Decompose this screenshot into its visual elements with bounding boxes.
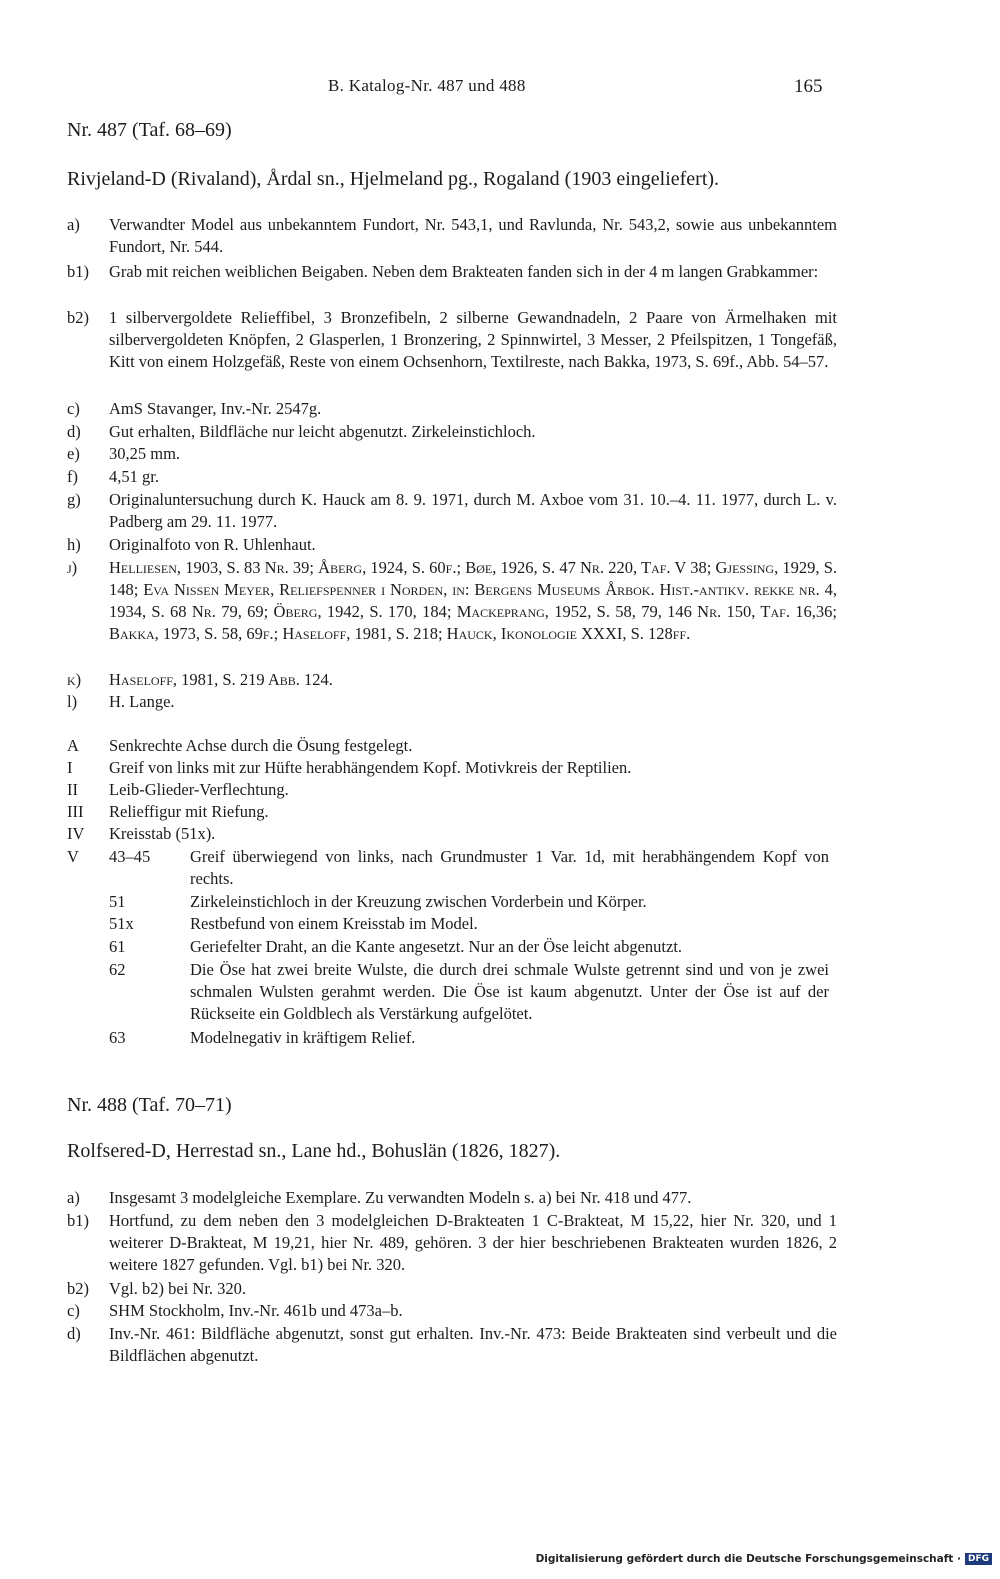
item-label: a) [67,215,80,234]
item-text: Gut erhalten, Bildfläche nur leicht abgenutzt. Zirkeleinstichloch. [109,422,536,441]
analysis-text: Senkrechte Achse durch die Ösung festgelegt. [109,736,413,755]
item-label: b1) [67,262,89,281]
detail-number: 61 [109,937,126,956]
item-text: Inv.-Nr. 461: Bildfläche abgenutzt, sonst gut erhalten. Inv.-Nr. 473: Beide Brakteaten sind verbeult und die Bildflächen abgenutzt. [109,1324,837,1365]
entry-487-item-h [67,534,837,556]
item-label: j) [67,558,78,577]
item-label: b2) [67,1279,89,1298]
detail-number: 43–45 [109,847,151,866]
detail-number: 51 [109,892,126,911]
detail-51x [109,913,829,935]
entry-487-item-a [67,214,837,258]
item-text: SHM Stockholm, Inv.-Nr. 461b und 473a–b. [109,1301,403,1320]
entry-488-item-c [67,1300,837,1322]
detail-text: Geriefelter Draht, an die Kante angesetzt. Nur an der Öse leicht abgenutzt. [190,937,683,956]
detail-63 [109,1027,829,1049]
running-title: B. Katalog-Nr. 487 und 488 [328,76,526,95]
entry-488-item-a [67,1187,837,1209]
item-text: Vgl. b2) bei Nr. 320. [109,1279,247,1298]
analysis-label: V [67,847,79,866]
item-label: a) [67,1188,80,1207]
analysis-label: III [67,802,84,821]
entry-487-item-k [67,669,837,691]
detail-62 [109,959,829,1025]
detail-51 [109,891,829,913]
entry-487-item-e [67,443,837,465]
entry-487-item-b2 [67,307,837,373]
detail-text: Greif überwiegend von links, nach Grundmuster 1 Var. 1d, mit herabhängendem Kopf von rechts. [190,847,829,888]
analysis-A [67,735,837,757]
item-text: Helliesen, 1903, S. 83 Nr. 39; Åberg, 1924, S. 60f.; Bøe, 1926, S. 47 Nr. 220, Taf. V 38; Gjessing, 1929, S. 148; Eva Nissen Meyer, Reliefspenner i Norden, in: Bergens Museums Årbok. Hist.-antikv. rekke nr. 4, 1934, S. 68 Nr. 79, 69; Öberg, 1942, S. 170, 184; Mackeprang, 1952, S. 58, 79, 146 Nr. 150, Taf. 16,36; Bakka, 1973, S. 58, 69f.; Haseloff, 1981, S. 218; Hauck, Ikonologie XXXI, S. 128ff. [109,558,837,643]
detail-61 [109,936,829,958]
item-label: b2) [67,308,89,327]
entry-488-item-b2 [67,1278,837,1300]
item-text: Grab mit reichen weiblichen Beigaben. Neben dem Brakteaten fanden sich in der 4 m langen Grabkammer: [109,262,819,281]
digitization-footer [536,1553,992,1565]
item-text: 30,25 mm. [109,444,181,463]
entry-488-item-d [67,1323,837,1367]
entry-487-item-c [67,398,837,420]
item-text: H. Lange. [109,692,175,711]
analysis-text: Leib-Glieder-Verflechtung. [109,780,289,799]
item-text: 1 silbervergoldete Relieffibel, 3 Bronzefibeln, 2 silberne Gewandnadeln, 2 Paare von Ärmelhaken mit silbervergoldeten Knöpfen, 2 Glasperlen, 1 Bronzering, 2 Spinnwirtel, 3 Messer, 2 Pfeilspitzen, 1 Tongefäß, Kitt von einem Holzgefäß, Reste von einem Ochsenhorn, Textilreste, nach Bakka, 1973, S. 69f., Abb. 54–57. [109,308,837,371]
detail-text: Die Öse hat zwei breite Wulste, die durch drei schmale Wulste getrennt sind und von je zwei schmalen Wulsten gerahmt werden. Die Öse ist kaum abgenutzt. Unter der Öse ist auf der Rückseite ein Goldblech als Verstärkung aufgelötet. [190,960,829,1023]
item-text: Originalfoto von R. Uhlenhaut. [109,535,316,554]
item-label: d) [67,1324,81,1343]
detail-43-45 [109,846,829,890]
item-label: c) [67,399,80,418]
footer-text: Digitalisierung gefördert durch die Deutsche Forschungsgemeinschaft · [535,1553,961,1565]
detail-text: Restbefund von einem Kreisstab im Model. [190,914,478,933]
detail-number: 51x [109,914,134,933]
item-label: k) [67,670,82,689]
item-label: c) [67,1301,80,1320]
item-label: g) [67,490,81,509]
analysis-label: A [67,736,79,755]
analysis-III [67,801,837,823]
analysis-IV [67,823,837,845]
item-text: Hortfund, zu dem neben den 3 modelgleichen D-Brakteaten 1 C-Brakteat, M 15,22, hier Nr. 320, und 1 weiterer D-Brakteat, M 19,21, hier Nr. 489, gehören. 3 der hier beschriebenen Brakteaten wurden 1826, 2 weitere 1827 gefunden. Vgl. b1) bei Nr. 320. [109,1211,837,1274]
item-text: 4,51 gr. [109,467,159,486]
entry-487-item-j [67,557,837,645]
item-text: Originaluntersuchung durch K. Hauck am 8. 9. 1971, durch M. Axboe vom 31. 10.–4. 11. 1977, durch L. v. Padberg am 29. 11. 1977. [109,490,837,531]
analysis-label: I [67,758,73,777]
page-number: 165 [794,76,823,97]
item-text: Haseloff, 1981, S. 219 Abb. 124. [109,670,333,689]
entry-487-location: Rivjeland-D (Rivaland), Årdal sn., Hjelmeland pg., Rogaland (1903 eingeliefert). [67,168,720,190]
entry-488-title: Nr. 488 (Taf. 70–71) [67,1094,232,1116]
item-label: f) [67,467,78,486]
item-text: Verwandter Model aus unbekanntem Fundort, Nr. 543,1, und Ravlunda, Nr. 543,2, sowie aus unbekanntem Fundort, Nr. 544. [109,215,837,256]
entry-487-item-d [67,421,837,443]
item-label: e) [67,444,80,463]
detail-text: Zirkeleinstichloch in der Kreuzung zwischen Vorderbein und Körper. [190,892,647,911]
detail-text: Modelnegativ in kräftigem Relief. [190,1028,416,1047]
item-label: h) [67,535,81,554]
item-label: b1) [67,1211,89,1230]
entry-487-item-g [67,489,837,533]
entry-487-item-l [67,691,837,713]
detail-number: 63 [109,1028,126,1047]
analysis-II [67,779,837,801]
analysis-label: IV [67,824,85,843]
analysis-text: Kreisstab (51x). [109,824,216,843]
analysis-label: II [67,780,78,799]
analysis-I [67,757,837,779]
entry-487-item-f [67,466,837,488]
dfg-logo: DFG [965,1553,992,1565]
item-label: l) [67,692,78,711]
detail-number: 62 [109,960,126,979]
entry-488-location: Rolfsered-D, Herrestad sn., Lane hd., Bohuslän (1826, 1827). [67,1140,561,1162]
analysis-text: Relieffigur mit Riefung. [109,802,269,821]
entry-487-title: Nr. 487 (Taf. 68–69) [67,119,232,141]
item-label: d) [67,422,81,441]
analysis-text: Greif von links mit zur Hüfte herabhängendem Kopf. Motivkreis der Reptilien. [109,758,632,777]
entry-487-item-b1 [67,261,837,283]
item-text: Insgesamt 3 modelgleiche Exemplare. Zu verwandten Modeln s. a) bei Nr. 418 und 477. [109,1188,692,1207]
entry-488-item-b1 [67,1210,837,1276]
item-text: AmS Stavanger, Inv.-Nr. 2547g. [109,399,322,418]
